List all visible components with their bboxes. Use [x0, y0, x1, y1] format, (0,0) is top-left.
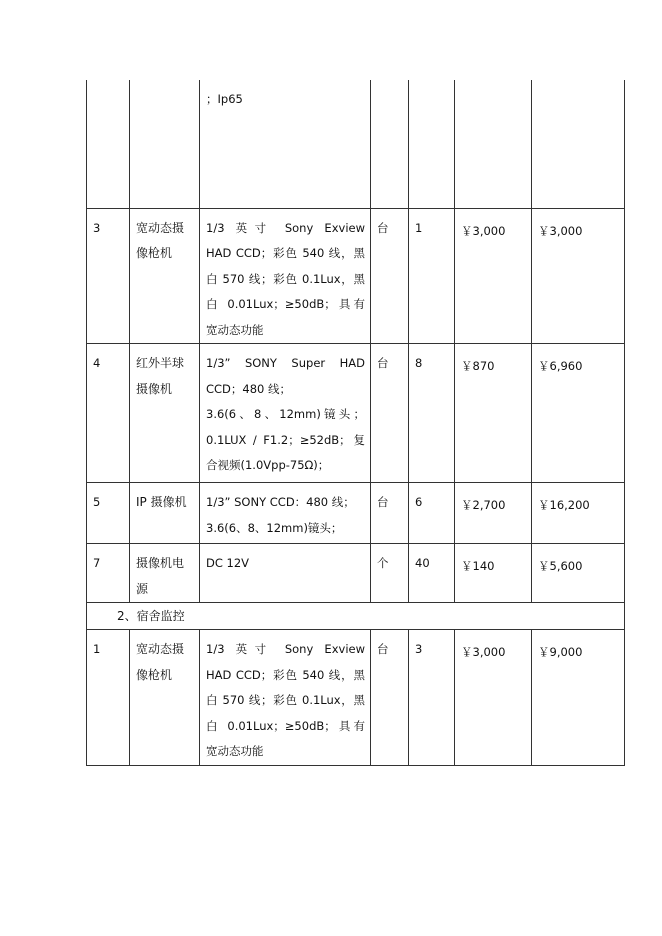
desc-line: 白 570 线；彩色 0.1Lux，黑: [206, 271, 365, 286]
desc-line: 白 0.01Lux；≥50dB；具有: [206, 718, 365, 733]
name-line: 源: [136, 581, 149, 596]
desc-line: 1/3 英寸 Sony Exview: [206, 642, 365, 656]
cell-no: [87, 80, 130, 208]
table-row: [87, 483, 625, 544]
desc-line: HAD CCD；彩色 540 线，黑: [206, 667, 365, 682]
cell-total: ￥3,000: [532, 208, 625, 344]
table-row: [87, 630, 625, 766]
desc-line: CCD；480 线；: [206, 381, 292, 396]
cell-no: 4: [87, 344, 130, 483]
cell-unit: 台: [371, 630, 409, 766]
name-line: 像枪机: [136, 667, 173, 682]
section-title: 2、宿舍监控: [87, 603, 625, 630]
cell-desc: [200, 344, 371, 483]
cell-total: ￥6,960: [532, 344, 625, 483]
name-line: IP 摄像机: [136, 495, 187, 509]
cell-name: [130, 483, 200, 544]
cell-unit: 个: [371, 544, 409, 603]
desc-line: 1/3 英寸 Sony Exview: [206, 220, 365, 235]
cell-desc: [200, 630, 371, 766]
cell-price: ￥3,000: [455, 630, 532, 766]
cell-price: ￥140: [455, 544, 532, 603]
name-line: 摄像机电: [136, 556, 185, 570]
cell-unit: 台: [371, 344, 409, 483]
cell-price: ￥3,000: [455, 208, 532, 344]
cell-name: [130, 80, 200, 208]
name-line: 像枪机: [136, 246, 173, 260]
name-line: 红外半球: [136, 356, 185, 370]
cell-total: ￥16,200: [532, 483, 625, 544]
cell-name: [130, 344, 200, 483]
desc-line: DC 12V: [206, 556, 250, 570]
table-row: [87, 344, 625, 483]
cell-unit: 台: [371, 208, 409, 344]
cell-desc: [200, 483, 371, 544]
desc-line: 1/3” SONY Super HAD: [206, 356, 365, 370]
name-line: 摄像机: [136, 381, 173, 396]
table-row: [87, 208, 625, 344]
cell-price: [455, 80, 532, 208]
desc-line: 白 570 线；彩色 0.1Lux，黑: [206, 693, 365, 707]
desc-line: 宽动态功能: [206, 322, 264, 337]
name-line: 宽动态摄: [136, 220, 185, 235]
cell-name: [130, 208, 200, 344]
cell-name: [130, 544, 200, 603]
cell-price: ￥870: [455, 344, 532, 483]
desc-line: 白 0.01Lux；≥50dB；具有: [206, 297, 365, 311]
cell-total: [532, 80, 625, 208]
cell-desc: [200, 208, 371, 344]
desc-line: 1/3” SONY CCD：480 线；: [206, 495, 355, 509]
cell-qty: 8: [409, 344, 455, 483]
section-row: [87, 603, 625, 630]
desc-text: ；Ip65: [206, 92, 243, 106]
cell-desc: [200, 544, 371, 603]
cell-qty: 1: [409, 208, 455, 344]
cell-qty: 6: [409, 483, 455, 544]
desc-line: 宽动态功能: [206, 744, 264, 758]
cell-no: 3: [87, 208, 130, 344]
cell-total: ￥9,000: [532, 630, 625, 766]
desc-line: 0.1LUX / F1.2；≥52dB；复: [206, 432, 365, 447]
cell-price: ￥2,700: [455, 483, 532, 544]
cell-name: [130, 630, 200, 766]
desc-line: 合视频(1.0Vpp-75Ω)；: [206, 458, 330, 472]
cell-qty: 3: [409, 630, 455, 766]
desc-line: HAD CCD；彩色 540 线，黑: [206, 246, 365, 260]
desc-line: 3.6(6、8、12mm)镜头；: [206, 520, 343, 535]
equipment-table: [86, 80, 625, 766]
cell-unit: 台: [371, 483, 409, 544]
name-line: 宽动态摄: [136, 642, 185, 656]
cell-qty: 40: [409, 544, 455, 603]
desc-line: 3.6(6、8、12mm)镜头；: [206, 407, 365, 421]
cell-qty: [409, 80, 455, 208]
cell-unit: [371, 80, 409, 208]
cell-no: 1: [87, 630, 130, 766]
cell-desc: [200, 80, 371, 208]
table-row-continued: [87, 80, 625, 208]
cell-no: 5: [87, 483, 130, 544]
cell-total: ￥5,600: [532, 544, 625, 603]
cell-no: 7: [87, 544, 130, 603]
table-row: [87, 544, 625, 603]
